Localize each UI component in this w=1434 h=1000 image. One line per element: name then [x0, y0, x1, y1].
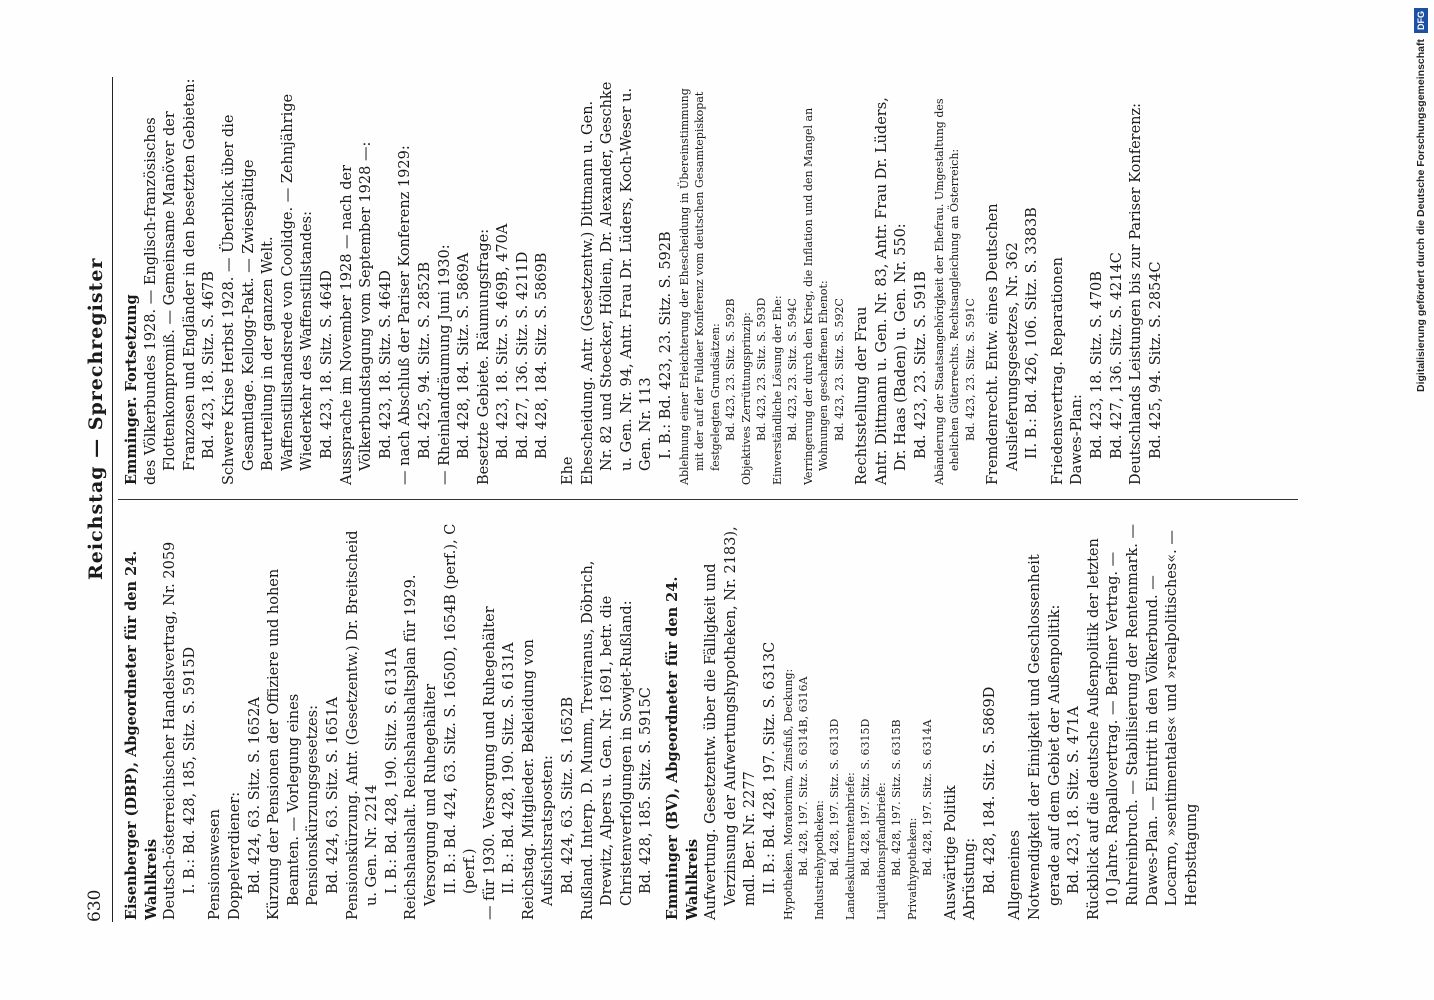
entry-heading: Emminger. Fortsetzung: [123, 294, 140, 485]
entry-line: Friedensvertrag. Reparationen: [1049, 257, 1066, 485]
entry-line: II. B.: Bd. 428, 190. Sitz. S. 6131A: [501, 642, 518, 894]
entry-line: Ehe: [560, 456, 577, 485]
entry-line: Abrüstung:: [962, 837, 979, 920]
entry-line: I. B.: Bd. 423, 23. Sitz. S. 592B: [658, 231, 675, 459]
entry-line: Bd. 428, 184. Sitz. S. 5869A: [456, 252, 473, 459]
entry-line: Bd. 424, 63. Sitz. S. 1652A: [246, 697, 263, 894]
entry-line: Landeskulturrentenbriefe:: [843, 772, 857, 920]
entry-heading: Eisenberger (DBP), Abgeordneter für den 24. Wahlkreis: [123, 550, 160, 920]
entry-line: Fremdenrecht. Entw. eines Deutschen Auslieferungsgesetzes, Nr. 362: [985, 203, 1021, 485]
entry-line: Bd. 423, 18. Sitz. S. 471A: [1066, 706, 1083, 894]
entry-line: Pensionskürzung. Antr. (Gesetzentw.) Dr. Breitscheid u. Gen. Nr. 2214: [344, 530, 381, 920]
entry-line: — Rheinlandräumung Juni 1930:: [436, 244, 453, 485]
entry-line: Deutsch-österreichischer Handelsvertrag, Nr. 2059: [162, 541, 179, 920]
entry-line: Bd. 424, 63. Sitz. S. 1652B: [560, 696, 577, 894]
column-divider: [118, 499, 1298, 500]
entry-line: Bd. 428, 197. Sitz. S. 6313D: [828, 718, 842, 876]
entry-line: Hypotheken. Moratorium, Zinsfuß, Deckung:: [781, 668, 795, 920]
entry-line: Rechtsstellung der Frau: [854, 306, 871, 485]
entry-line: Doppelverdiener:: [226, 791, 243, 920]
entry-line: Bd. 428, 197. Sitz. S. 6314A: [921, 719, 935, 876]
left-column: [122, 520, 1202, 920]
entry-line: Antr. Dittmann u. Gen. Nr. 83, Antr. Frau Dr. Lüders, Dr. Haas (Baden) u. Gen. Nr. 550:: [873, 97, 910, 485]
entry-line: Bd. 423, 18. Sitz. S. 470B: [1088, 271, 1105, 459]
digitization-credit: [1413, 8, 1429, 988]
entry-line: Kürzung der Pensionen der Offiziere und hohen Beamten. — Vorlegung eines Pensionskürzungsgesetzes:: [266, 568, 322, 920]
entry-line: — nach Abschluß der Pariser Konferenz 1929:: [397, 145, 414, 485]
entry-line: Einverständliche Lösung der Ehe:: [770, 295, 784, 485]
entry-line: Reichshaushalt. Reichshaushaltsplan für 1929. Versorgung und Ruhegehälter: [403, 574, 439, 920]
entry-line: Bd. 428, 197. Sitz. S. 6315D: [859, 718, 873, 876]
entry-line: Privathypotheken:: [905, 817, 919, 920]
entry-line: Bd. 428, 197. Sitz. S. 6314B, 6316A: [797, 676, 811, 876]
entry-line: Pensionswesen: [207, 809, 224, 920]
entry-line: Bd. 428, 197. Sitz. S. 6315B: [890, 719, 904, 876]
entry-line: Ehescheidung. Antr. (Gesetzentw.) Dittmann u. Gen. Nr. 82 und Stoecker, Höllein, Dr. Alexander, Geschke u. Gen. Nr. 94, Antr. Frau Dr. Lüders, Koch-Weser u. Gen. Nr. 113: [579, 81, 655, 485]
header-rule: [112, 77, 113, 922]
entry-heading: Emminger (BV), Abgeordneter für den 24. Wahlkreis: [664, 576, 701, 920]
entry-line: Bd. 427, 136. Sitz. S. 4214C: [1108, 252, 1125, 459]
entry-line: Bd. 425, 94. Sitz. S. 2854C: [1147, 261, 1164, 459]
entry-line: Bd. 425, 94. Sitz. S. 2852B: [416, 261, 433, 459]
entry-line: Ablehnung einer Erleichterung der Ehescheidung in Übereinstimmung mit der auf der Fuldaer Konferenz vom deutschen Gesamtepiskopat festgelegten Grundsätzen:: [677, 88, 722, 485]
entry-line: Besetzte Gebiete. Räumungsfrage:: [475, 228, 492, 485]
entry-line: Bd. 423, 23. Sitz. S. 594C: [786, 298, 800, 441]
entry-line: Verringerung der durch den Krieg, die Inflation und den Mangel an Wohnungen geschaffenen Ehenot:: [801, 107, 831, 485]
entry-line: Bd. 428, 184. Sitz. S. 5869D: [981, 686, 998, 894]
entry-line: Bd. 423, 18. Sitz. S. 464D: [377, 270, 394, 459]
entry-line: Bd. 423, 23. Sitz. S. 592C: [832, 298, 846, 441]
entry-line: I. B.: Bd. 428, 185, Sitz. S. 5915D: [181, 646, 198, 894]
entry-line: Bd. 423, 23. Sitz. S. 593D: [755, 297, 769, 441]
entry-line: — für 1930. Versorgung und Ruhegehälter: [481, 606, 498, 920]
entry-line: Bd. 423, 18. Sitz. S. 464D: [318, 270, 335, 459]
dfg-logo: DFG: [1414, 8, 1428, 33]
entry-line: Schwere Krise Herbst 1928. — Überblick über die Gesamtlage. Kellogg-Pakt. — Zwiespältige Beurteilung in der ganzen Welt. Waffenstillstandsrede von Coolidge. — Zehnjährige Wiederkehr des Waffenstillstandes:: [220, 93, 316, 485]
entry-line: Notwendigkeit der Einigkeit und Geschlossenheit gerade auf dem Gebiet der Außenpolitik:: [1026, 554, 1063, 920]
entry-line: Bd. 428, 185. Sitz. S. 5915C: [638, 687, 655, 894]
entry-line: Bd. 423, 18. Sitz. S. 469B, 470A: [495, 223, 512, 459]
entry-line: Bd. 428, 184. Sitz. S. 5869B: [534, 252, 551, 459]
entry-line: Allgemeines: [1007, 830, 1024, 920]
entry-line: Aufwertung. Gesetzentw. über die Fälligkeit und Verzinsung der Aufwertungshypotheken, Nr. 2183), mdl. Ber. Nr. 2277: [703, 526, 759, 920]
entry-line: Industriehypotheken:: [812, 800, 826, 920]
entry-line: Bd. 427, 136. Sitz. S. 4211D: [514, 251, 531, 459]
entry-line: Bd. 423, 23. Sitz. S. 591B: [912, 271, 929, 459]
credit-text: Digitalisierung gefördert durch die Deutsche Forschungsgemeinschaft: [1415, 39, 1427, 392]
entry-line: Deutschlands Leistungen bis zur Pariser Konferenz:: [1128, 102, 1145, 485]
entry-line: Rußland. Interp. D. Mumm, Treviranus, Döbrich, Drewitz, Alpers u. Gen. Nr. 1691, betr. die Christenverfolgungen in Sowjet-Rußland:: [579, 560, 635, 920]
entry-line: Aussprache im November 1928 — nach der Völkerbundstagung vom September 1928 —:: [338, 141, 375, 485]
entry-line: Abänderung der Staatsangehörigkeit der Ehefrau. Umgestaltung des ehelichen Güterrechts. Rechtsangleichung an Österreich:: [932, 98, 961, 485]
entry-line: II. B.: Bd. 428, 197. Sitz. S. 6313C: [762, 641, 778, 894]
running-head: Reichstag — Sprechregister: [85, 257, 107, 580]
entry-line: des Völkerbundes 1928. — Englisch-französisches Flottenkompromiß. — Gemeinsame Manöver der Franzosen und Engländer in den besetzten Gebieten:: [142, 78, 198, 485]
entry-line: Bd. 423, 23. Sitz. S. 591C: [963, 298, 977, 441]
entry-line: Reichstag. Mitglieder. Bekleidung von Aufsichtsratsposten:: [520, 639, 557, 920]
entry-line: II. B.: Bd. 424, 63. Sitz. S. 1650D, 1654B (perf.), C (perf.): [442, 523, 479, 894]
entry-line: Bd. 423, 23. Sitz. S. 592B: [724, 298, 738, 441]
entry-line: Dawes-Plan:: [1069, 394, 1086, 485]
entry-line: Liquidationspfandbriefe:: [874, 782, 888, 920]
page-number: 630: [85, 889, 105, 922]
entry-line: Bd. 423, 18. Sitz. S. 467B: [201, 271, 218, 459]
entry-line: Auswärtige Politik: [942, 785, 959, 920]
entry-line: II. B.: Bd. 426, 106. Sitz. S. 3383B: [1024, 207, 1041, 459]
entry-line: Objektives Zerrüttungsprinzip:: [739, 312, 753, 485]
entry-line: I. B.: Bd. 428, 190. Sitz. S. 6131A: [383, 648, 400, 894]
right-column: [122, 75, 1166, 485]
entry-line: Rückblick auf die deutsche Außenpolitik der letzten 10 Jahre. Rapallovertrag. — Berliner Vertrag. — Ruhreinbruch. — Stabilisierung der Rentenmark. — Dawes-Plan. — Eintritt in den Völkerbund. — Locarno, »sentimentales« und »realpolitisches«. — Herbsttagung: [1085, 524, 1200, 920]
entry-line: Bd. 424, 63. Sitz. S. 1651A: [324, 697, 341, 894]
